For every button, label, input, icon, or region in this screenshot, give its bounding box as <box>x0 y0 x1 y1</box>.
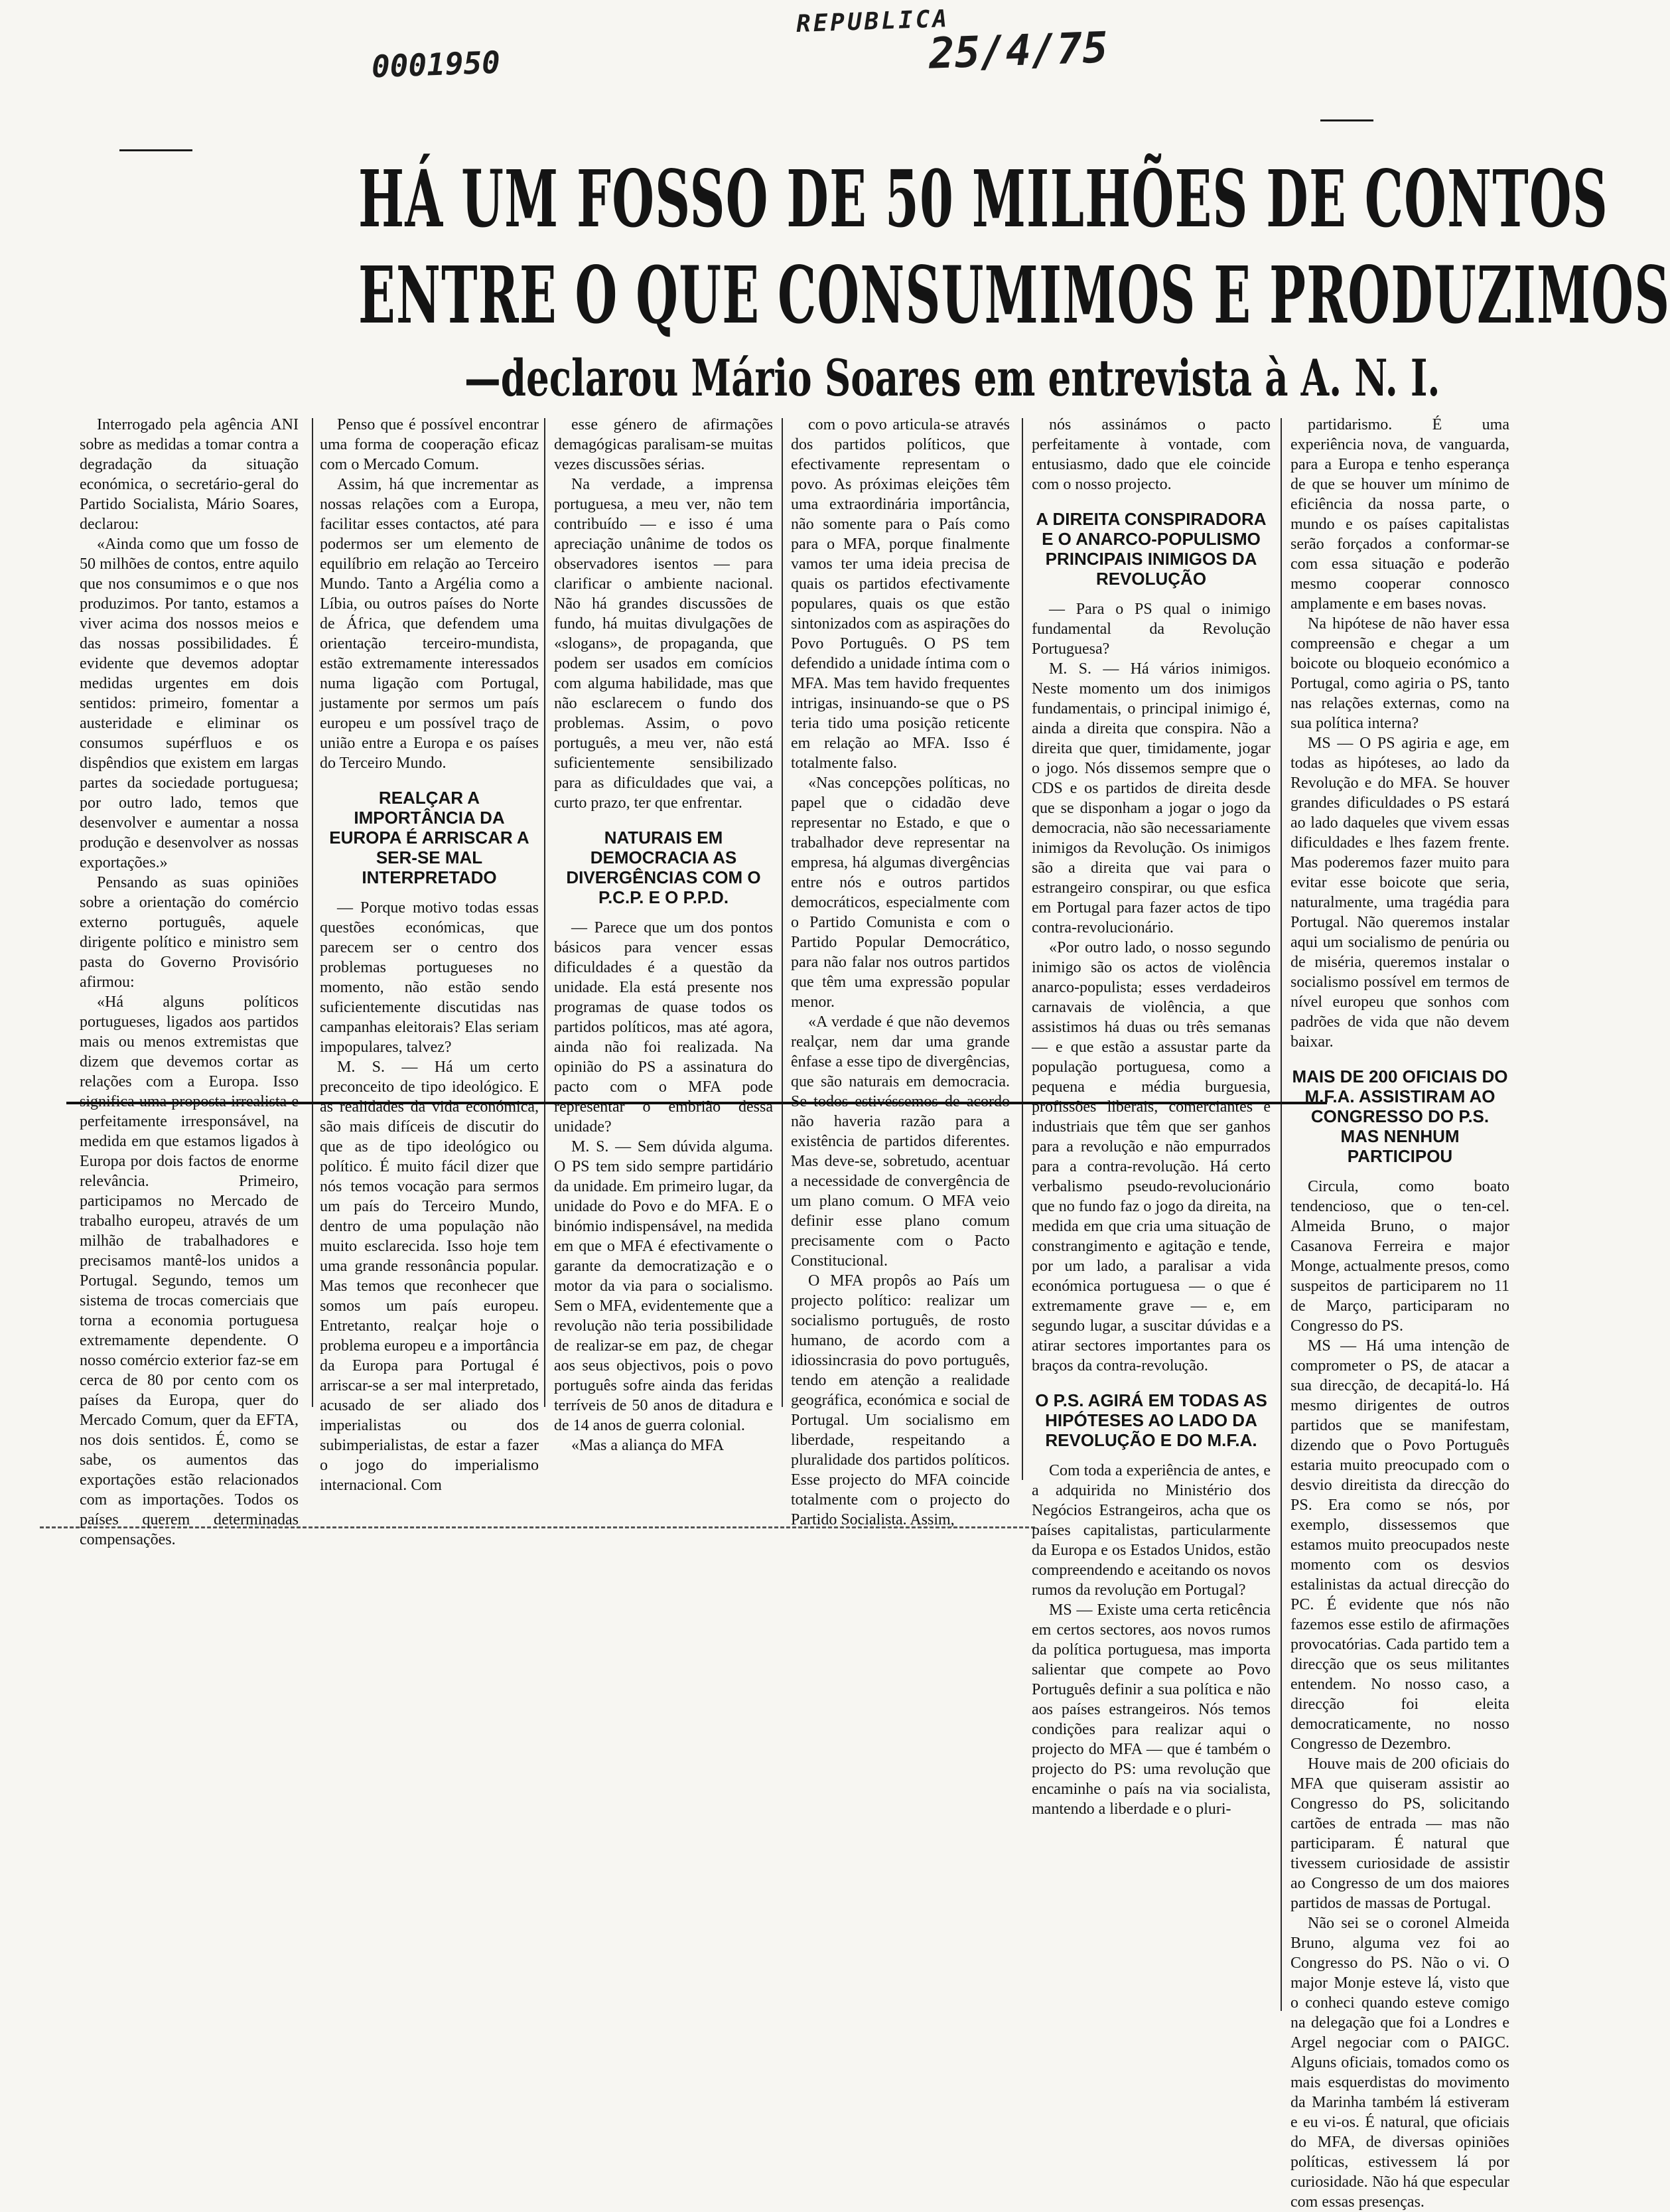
article-paragraph: Não sei se o coronel Almeida Bruno, alguma vez foi ao Congresso do PS. Não o vi. O major Monje esteve lá, visto que o conheci quando esteve comigo na delegação que foi a Londres e Argel negociar com o PAIGC. Alguns oficiais, tomados como os mais esquerdistas do movimento da Marinha também lá estiveram e eu vi-os. É natural, que oficiais do MFA, de diversas opiniões políticas, estivessem lá por curiosidade. Não há que especular com essas presenças. <box>1290 1915 1509 2211</box>
article-column-1 <box>80 415 299 1548</box>
archive-source-note: REPUBLICA <box>796 5 950 38</box>
article-paragraph: M. S. — Há vários inimigos. Neste momento um dos inimigos fundamentais, o principal inimigo é, ainda a direita que conspira. Não a direita que quer, timidamente, jogar o jogo. Nós dissemos sempre que o CDS e os partidos de direita desde que se disponham a jogar o jogo da democracia, não são necessariamente inimigos da Revolução. Os inimigos são a direita que vai para o estrangeiro conspirar, ou que esfica em Portugal para fazer actos de tipo contra-revolucionário. <box>1032 660 1271 936</box>
article-column-4 <box>791 415 1010 1528</box>
article-paragraph: «Há alguns políticos portugueses, ligados aos partidos mais ou menos extremistas que dizem que devemos cortar as relações com a Europa. Isso significa uma proposta irrealista e perfeitamente irresponsável, na medida em que estamos ligados à Europa por dois factos de enorme relevância. Primeiro, participamos no Mercado de trabalho europeu, através de um milhão de trabalhadores e precisamos mantê-los unidos a Portugal. Segundo, temos um sistema de trocas comerciais que torna a economia portuguesa extremamente dependente. O nosso comércio exterior faz-se em cerca de 80 por cento com os países da Europa, quer do Mercado Comum, quer da EFTA, nos dois sentidos. É, como se sabe, os aumentos das exportações estão relacionados com as importações. Todos os países querem determinadas compensações. <box>80 994 299 1548</box>
article-paragraph: esse género de afirmações demagógicas paralisam-se muitas vezes discussões sérias. <box>554 416 773 473</box>
headline-line2: ENTRE O QUE CONSUMIMOS E PRODUZIMOS <box>358 249 1670 341</box>
article-paragraph: Na verdade, a imprensa portuguesa, a meu ver, não tem contribuído — e isso é uma apreciação unânime de todos os observadores isentos — para clarificar o ambiente nacional. Não há grandes discussões de fundo, há muitas divulgações de «slogans», de propaganda, que podem ser usados em comícios com alguma habilidade, mas que não esclarecem o fundo dos problemas. Assim, o povo português, a meu ver, não está suficientemente sensibilizado para as dificuldades que vai, a curto prazo, ter que enfrentar. <box>554 476 773 812</box>
article-paragraph: O MFA propôs ao País um projecto político: realizar um socialismo português, de rosto humano, de acordo com a idiossincrasia do povo português, tendo em atenção a realidade geográfica, económica e social de Portugal. Um socialismo em liberdade, respeitando a pluralidade dos partidos políticos. Esse projecto do MFA coincide totalmente com o projecto do Partido Socialista. Assim, <box>791 1272 1010 1528</box>
section-heading-enemies: A DIREITA CONSPIRADORA E O ANARCO-POPULISMO PRINCIPAIS INIMIGOS DA REVOLUÇÃO <box>1036 509 1267 589</box>
column-rule <box>312 418 313 1407</box>
article-paragraph: partidarismo. É uma experiência nova, de vanguarda, para a Europa e tenho esperança de que se houver um mínimo de eficiência da nossa parte, o mundo e os países capitalistas serão forçados a conformar-se com essa situação e poderão mesmo cooperar connosco amplamente e em bases novas. <box>1290 416 1509 613</box>
top-right-rule <box>1320 119 1373 121</box>
article-paragraph: MS — Há uma intenção de comprometer o PS, de atacar a sua direcção, de decapitá-lo. Há mesmo dirigentes de outros partidos que se manifestam, dizendo que o Povo Português estaria muito preocupado com o desvio direitista da direcção do PS. Era como se nós, por exemplo, dissessemos que estamos muito preocupados neste momento com os desvios estalinistas da actual direcção do PC. É evidente que nós não fazemos esse estilo de afirmações provocatórias. Cada partido tem a direcção que os seus militantes entendem. No nosso caso, a direcção foi eleita democraticamente, no nosso Congresso de Dezembro. <box>1290 1337 1509 1753</box>
article-column-2 <box>320 415 539 1494</box>
column-rule <box>1022 418 1023 1480</box>
article-paragraph: «Ainda como que um fosso de 50 milhões de contos, entre aquilo que nos consumimos e o que nos produzimos. Por tanto, estamos a viver acima dos nossos meios e das nossas possibilidades. É evidente que devemos adoptar medidas urgentes em dois sentidos: primeiro, fomentar a austeridade e eliminar os consumos supérfluos e os dispêndios que existem em largas partes da sociedade portuguesa; por outro lado, temos que desenvolver e aumentar a nossa produção e desenvolver as nossas exportações.» <box>80 536 299 871</box>
article-paragraph: Circula, como boato tendencioso, que o ten-cel. Almeida Bruno, o major Casanova Ferreira e major Monge, actualmente presos, como suspeitos de participarem no 11 de Março, participaram no Congresso do PS. <box>1290 1178 1509 1335</box>
article-column-5 <box>1032 415 1271 1941</box>
headline-line1: HÁ UM FOSSO DE 50 MILHÕES DE CONTOS <box>358 153 1608 245</box>
article-paragraph: Houve mais de 200 oficiais do MFA que quiseram assistir ao Congresso do PS, solicitando cartões de entrada — mas não participaram. É natural que tivessem curiosidade de assistir ao Congresso de um dos maiores partidos de massas de Portugal. <box>1290 1755 1509 1912</box>
column-rule <box>1281 418 1282 2011</box>
archive-date-note: 25/4/75 <box>928 23 1109 79</box>
article-paragraph: Com toda a experiência de antes, e a adquirida no Ministério dos Negócios Estrangeiros, acha que os países capitalistas, particularmente da Europa e os Estados Unidos, estão compreendendo e aceitando os novos rumos da revolução em Portugal? <box>1032 1462 1271 1599</box>
article-paragraph: M. S. — Sem dúvida alguma. O PS tem sido sempre partidário da unidade. Em primeiro lugar, da unidade do Povo e do MFA. E o binómio indispensável, na medida em que o MFA é efectivamente o garante da democratização e o motor da via para o socialismo. Sem o MFA, evidentemente que a revolução não teria possibilidade de realizar-se em paz, de chegar aos seus objectivos, pois o povo português sofre ainda das feridas terríveis de 50 anos de ditadura e de 14 anos de guerra colonial. <box>554 1138 773 1434</box>
article-paragraph: «A verdade é que não devemos realçar, nem dar uma grande ênfase a esse tipo de divergências, que são naturais em democracia. Se todos estivéssemos de acordo não haveria razão para a existência de partidos diferentes. Mas deve-se, sobretudo, acentuar a necessidade de convergência de um plano comum. O MFA veio definir esse plano comum precisamente com o Pacto Constitucional. <box>791 1013 1010 1270</box>
article-column-3 <box>554 415 773 1454</box>
article-paragraph: «Nas concepções políticas, no papel que o cidadão deve representar no Estado, e que o trabalhador deve representar na empresa, há algumas divergências entre nós e outros partidos democráticos, especialmente com o Partido Comunista e com o Partido Popular Democrático, para não falar nos outros partidos que têm uma expressão popular menor. <box>791 774 1010 1011</box>
article-paragraph: com o povo articula-se através dos partidos políticos, que efectivamente representam o povo. As próximas eleições têm uma extraordinária importância, não somente para o País como para o MFA, porque finalmente vamos ter uma ideia precisa de quais os partidos efectivamente populares, quais os que estão sintonizados com as aspirações do Povo Português. O PS tem defendido a unidade íntima com o MFA. Mas tem havido frequentes intrigas, insinuando-se que o PS teria tido uma posição reticente em relação ao MFA. Isso é totalmente falso. <box>791 416 1010 772</box>
article-subhead: —declarou Mário Soares em entrevista à A. N. I. <box>464 348 1440 407</box>
archive-reference-number: 0001950 <box>371 44 501 85</box>
section-heading-europe: REALÇAR A IMPORTÂNCIA DA EUROPA É ARRISCAR A SER-SE MAL INTERPRETADO <box>329 788 529 887</box>
article-paragraph: Na hipótese de não haver essa compreensão e chegar a um boicote ou bloqueio económico a Portugal, como agiria o PS, tanto nas relações externas, como na sua política interna? <box>1290 615 1509 732</box>
article-paragraph: Penso que é possível encontrar uma forma de cooperação eficaz com o Mercado Comum. <box>320 416 539 473</box>
section-heading-divergences: NATURAIS EM DEMOCRACIA AS DIVERGÊNCIAS COM O P.C.P. E O P.P.D. <box>566 828 761 907</box>
column-rule <box>544 418 545 1407</box>
column-rule <box>782 418 783 1407</box>
article-paragraph: M. S. — Há um certo preconceito de tipo ideológico. E as realidades da vida económica, são mais difíceis de discutir do que as de tipo ideológico ou político. É muito fácil dizer que nós temos vocação para sermos um país do Terceiro Mundo, dentro de uma população não muito esclarecida. Isso hoje tem uma grande ressonância popular. Mas temos que reconhecer que somos um país europeu. Entretanto, realçar hoje o problema europeu e a importância da Europa para Portugal é arriscar-se a ser mal interpretado, acusado de ser aliado dos imperialistas ou dos subimperialistas, de estar a fazer o jogo do imperialismo internacional. Com <box>320 1059 539 1494</box>
article-paragraph: Assim, há que incrementar as nossas relações com a Europa, facilitar esses contactos, até para podermos ser um elemento de equilíbrio em relação ao Terceiro Mundo. Tanto a Argélia como a Líbia, ou outros países do Norte de África, que defendem uma orientação terceiro-mundista, estão extremamente interessados numa ligação com Portugal, justamente por sermos um país europeu e um possível traço de união entre a Europa e os países do Terceiro Mundo. <box>320 476 539 772</box>
top-left-rule <box>119 149 192 151</box>
article-paragraph: MS — Existe uma certa reticência em certos sectores, aos novos rumos da política portuguesa, mas importa salientar que compete ao Povo Português definir a sua política e não aos países estrangeiros. Nós temos condições para realizar aqui o projecto do MFA — que é também o projecto do PS: uma revolução que encaminhe o país na via socialista, mantendo a liberdade e o pluri- <box>1032 1601 1271 1818</box>
article-paragraph: MS — O PS agiria e age, em todas as hipóteses, ao lado da Revolução e do MFA. Se houver grandes dificuldades o PS estará ao lado daqueles que vivem essas dificuldades e lhes fazem frente. Mas poderemos fazer muito para evitar esse boicote que seria, naturalmente, uma tragédia para Portugal. Não queremos instalar aqui um socialismo de penúria ou de miséria, queremos instalar o socialismo possível em termos de nível europeu que sonhos com padrões de vida que não devem baixar. <box>1290 735 1509 1051</box>
section-heading-officers: MAIS DE 200 OFICIAIS DO M.F.A. ASSISTIRAM AO CONGRESSO DO P.S. MAS NENHUM PARTICIPOU <box>1292 1067 1508 1166</box>
article-paragraph: «Mas a aliança do MFA <box>571 1437 725 1454</box>
article-paragraph: — Parece que um dos pontos básicos para vencer essas dificuldades é a questão da unidade. Ela está presente nos programas de quase todos os partidos políticos, mas até agora, ainda não foi realizada. Na opinião do PS a assinatura do pacto com o MFA pode representar o embrião dessa unidade? <box>554 919 773 1136</box>
article-paragraph: — Para o PS qual o inimigo fundamental da Revolução Portuguesa? <box>1032 601 1271 658</box>
section-heading-ps-acts: O P.S. AGIRÁ EM TODAS AS HIPÓTESES AO LADO DA REVOLUÇÃO E DO M.F.A. <box>1035 1390 1267 1450</box>
article-column-6 <box>1290 415 1509 2211</box>
article-paragraph: — Porque motivo todas essas questões económicas, que parecem ser o centro dos problemas portugueses no momento, não estão sendo suficientemente discutidas nas campanhas eleitorais? Elas seriam impopulares, talvez? <box>320 899 539 1056</box>
article-paragraph: nós assinámos o pacto perfeitamente à vontade, com entusiasmo, dado que ele coincide com o nosso projecto. <box>1032 416 1271 493</box>
article-paragraph: Interrogado pela agência ANI sobre as medidas a tomar contra a degradação da situação económica, o secretário-geral do Partido Socialista, Mário Soares, declarou: <box>80 416 299 533</box>
article-paragraph: Pensando as suas opiniões sobre a orientação do comércio externo português, aquele dirigente político e ministro sem pasta do Governo Provisório afirmou: <box>80 874 299 991</box>
article-paragraph: «Por outro lado, o nosso segundo inimigo são os actos de violência anarco-populista; esses verdadeiros carnavais de violência, a que assistimos há duas ou três semanas — e que estão a assustar parte da população portuguesa, como a pequena e média burguesia, profissões liberais, comerciantes e industriais que têm que ser ganhos para a revolução e não empurrados para a contra-revolução. Há certo verbalismo pseudo-revolucionário que no fundo faz o jogo da direita, na medida em que cria uma situação de constrangimento e agitação e tende, por um lado, a paralisar a vida económica portuguesa — o que é extremamente grave — e, em segundo lugar, a suscitar dúvidas e a atirar sectores importantes para os braços da contra-revolução. <box>1032 939 1271 1374</box>
